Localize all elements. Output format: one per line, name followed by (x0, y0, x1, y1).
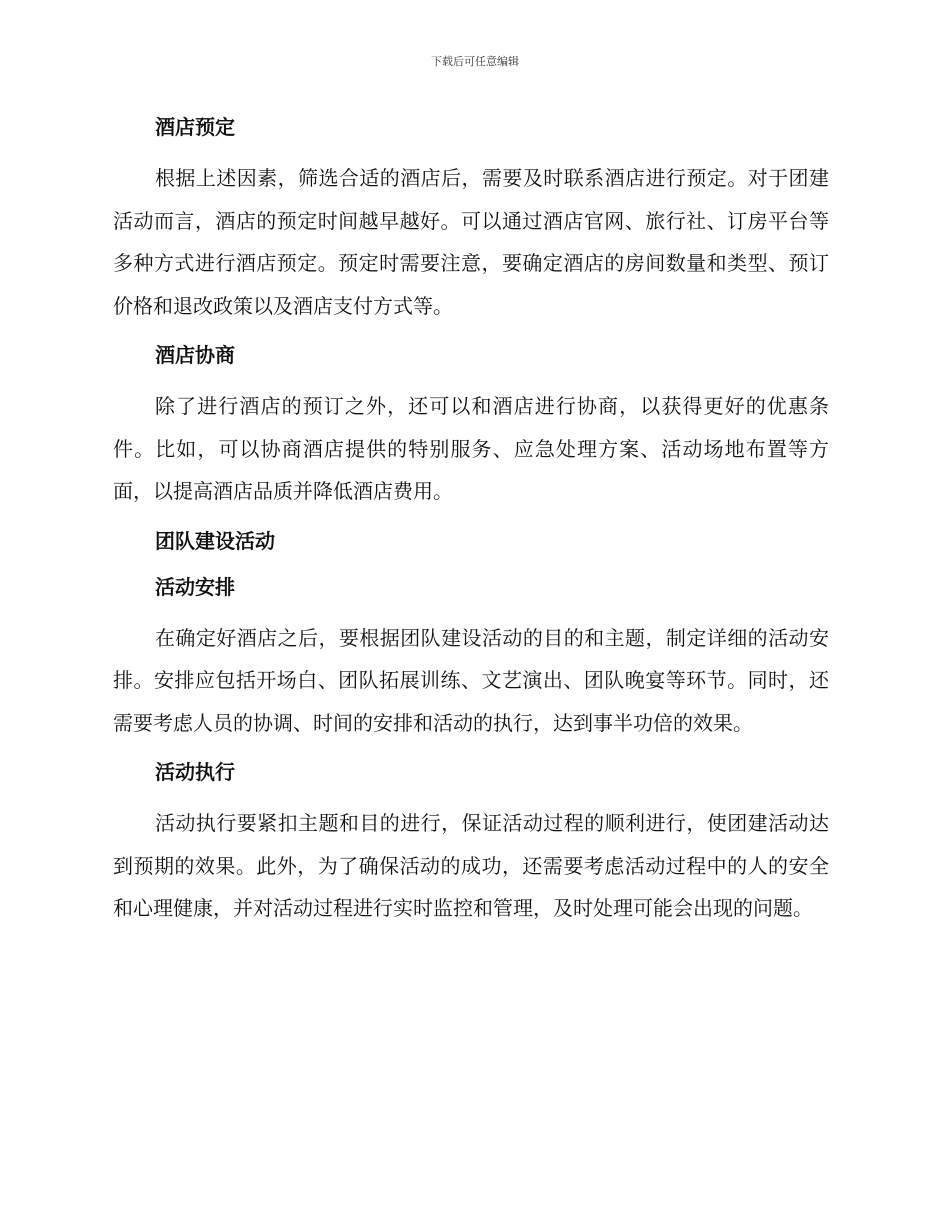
section-heading-hotel-booking: 酒店预定 (155, 115, 235, 139)
section-heading-hotel-negotiation: 酒店协商 (155, 343, 235, 367)
paragraph-hotel-negotiation: 除了进行酒店的预订之外，还可以和酒店进行协商，以获得更好的优惠条件。比如，可以协商酒店提供的特别服务、应急处理方案、活动场地布置等方面，以提高酒店品质并降低酒店费用。 (113, 394, 829, 503)
document-body (113, 111, 829, 942)
paragraph-activity-execution: 活动执行要紧扣主题和目的进行，保证活动过程的顺利进行，使团建活动达到预期的效果。此外，为了确保活动的成功，还需要考虑活动过程中的人的安全和心理健康，并对活动过程进行实时监控和管理，及时处理可能会出现的问题。 (113, 811, 829, 920)
page-header: 下载后可任意编辑 (431, 55, 519, 68)
section-heading-activity-execution: 活动执行 (155, 760, 235, 784)
section-heading-team-building: 团队建设活动 (155, 528, 275, 553)
paragraph-activity-arrangement: 在确定好酒店之后，要根据团队建设活动的目的和主题，制定详细的活动安排。安排应包括开场白、团队拓展训练、文艺演出、团队晚宴等环节。同时，还需要考虑人员的协调、时间的安排和活动的执行，达到事半功倍的效果。 (113, 625, 829, 735)
paragraph-hotel-booking: 根据上述因素，筛选合适的酒店后，需要及时联系酒店进行预定。对于团建活动而言，酒店的预定时间越早越好。可以通过酒店官网、旅行社、订房平台等多种方式进行酒店预定。预定时需要注意，要确定酒店的房间数量和类型、预订价格和退改政策以及酒店支付方式等。 (113, 166, 829, 318)
section-heading-activity-arrangement: 活动安排 (155, 574, 235, 599)
